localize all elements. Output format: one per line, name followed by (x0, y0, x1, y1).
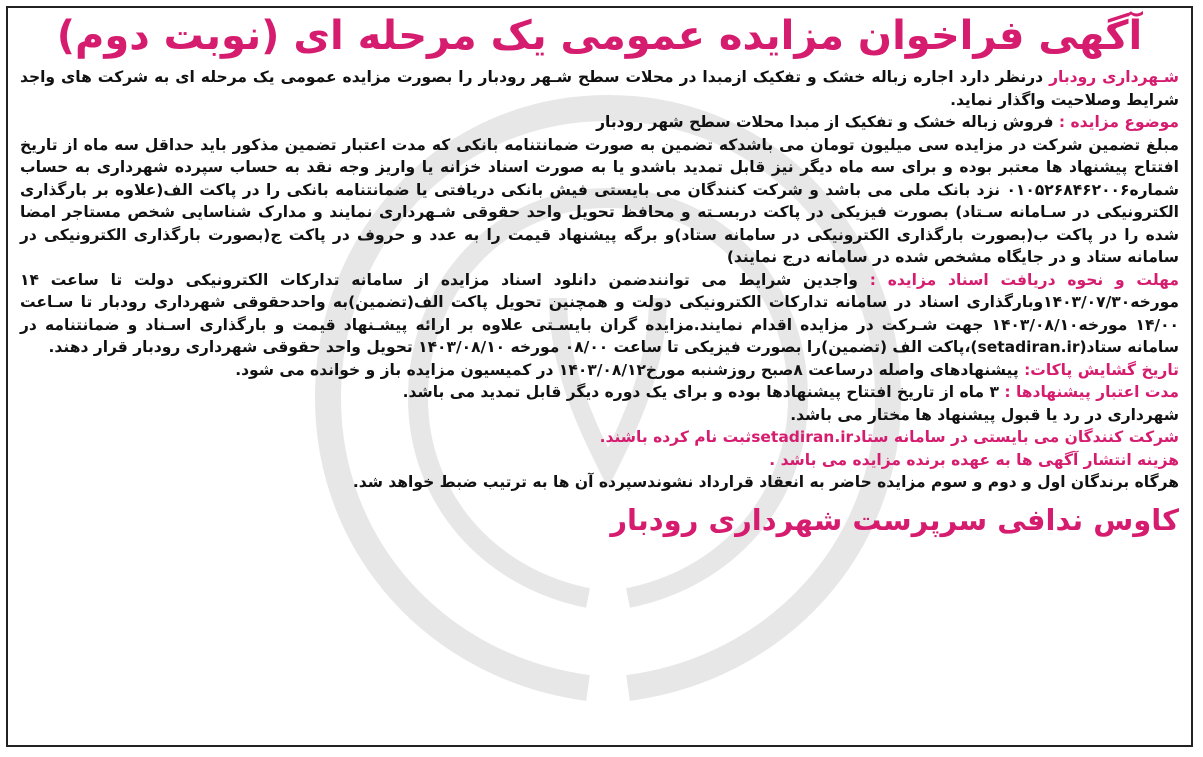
deadline-text: واجدین شرایط می توانندضمن دانلود اسناد مزایده از سامانه تدارکات الکترونیکی دولت تا ساعت ۱۴ مورخه۱۴۰۳/۰۷/۳۰وبارگذاری اسناد در سامانه تدارکات الکترونیکی دولت و همچنین تحویل پاکت الف(تضمین)به واحدحقوقی شهرداری رودبار تا سـاعت ۱۴/۰۰ مورخه۱۴۰۳/۰۸/۱۰ جهت شـرکت در مزایده اقدام نمایند.مزایده گران بایسـتی علاوه بر ارائه پیشـنهاد قیمت و بارگذاری اسـناد و ضمانتنامه در سامانه ستاد(setadiran.ir)،پاکت الف (تضمین)را بصورت فیزیکی تا ساعت ۰۸/۰۰ مورخه ۱۴۰۳/۰۸/۱۰ تحویل واحد حقوقی شهرداری رودبار قرار دهند. (20, 270, 1179, 356)
intro-paragraph (20, 66, 1179, 111)
subject-label: موضوع مزایده : (1058, 113, 1179, 131)
notice-content (8, 8, 1191, 540)
registration-paragraph: شرکت کنندگان می بایستی در سامانه ستادsetadiran.irثبت نام کرده باشند. (599, 428, 1179, 446)
opening-label: تاریخ گشایش پاکات: (1024, 360, 1179, 379)
intro-label: شـهرداری رودبار (1049, 68, 1179, 86)
intro-text: درنظر دارد اجاره زباله خشک و تفکیک ازمبدا در محلات سطح شـهر رودبار را بصورت مزایده عمومی یک مرحله ای به شرکت های واجد شرایط وصلاحیت واگذار نماید. (20, 68, 1179, 109)
validity-text: ۳ ماه از تاریخ افتتاح پیشنهادها بوده و برای یک دوره دیگر قابل تمدید می باشد. (402, 383, 1005, 401)
validity-paragraph (20, 381, 1179, 404)
subject-text: فروش زباله خشک و تفکیک از مبدا محلات سطح شهر رودبار (596, 113, 1059, 131)
page-title: آگهی فراخوان مزایده عمومی یک مرحله ای (نوبت دوم) (56, 13, 1143, 59)
deadline-paragraph (20, 269, 1179, 359)
validity-label: مدت اعتبار پیشنهادها : (1004, 383, 1179, 401)
deadline-label: مهلت و نحوه دریافت اسناد مزایده : (869, 270, 1179, 289)
subject-paragraph (20, 111, 1179, 134)
notice-frame (6, 6, 1193, 747)
opening-text: پیشنهادهای واصله درساعت ۸صبح روزشنبه مورخ۱۴۰۳/۰۸/۱۲ در کمیسیون مزایده باز و خوانده می شود. (235, 360, 1025, 379)
rights-paragraph: شهرداری در رد یا قبول پیشنهاد ها مختار می باشد. (790, 405, 1179, 424)
guarantee-paragraph: مبلغ تضمین شرکت در مزایده سی میلیون تومان می باشدکه تضمین به صورت ضمانتنامه بانکی که مدت اعتبار تضمین مذکور باید حداقل سه ماه از تاریخ افتتاح پیشنهاد ها معتبر بوده و برای سه ماه دیگر نیز قابل تمدید باشدو یا به صورت اسناد خزانه یا واریز وجه نقد به حساب سپرده شهرداری به حساب شماره۰۱۰۵۲۶۸۴۶۲۰۰۶ نزد بانک ملی می باشد و شرکت کنندگان می بایستی فیش بانکی دریافتی یا ضمانتنامه بانکی را در پاکت الف(علاوه بر بارگذاری الکترونیکی در سـامانه سـتاد) بصورت فیزیکی در پاکت دربسـته و محافظ تحویل واحد حقوقی شـهرداری نمایند و مدارک شناسایی شخص مستاجر امضا شده را در پاکت ب(بصورت بارگذاری الکترونیکی در سامانه ستاد)و برگه پیشنهاد قیمت را به عدد و حروف در پاکت ج(بصورت بارگذاری الکترونیکی در سامانه ستاد و در جایگاه مشخص شده در سامانه درج نمایند) (20, 135, 1179, 266)
forfeit-paragraph: هرگاه برندگان اول و دوم و سوم مزایده حاضر به انعقاد قرارداد نشوندسپرده آن ها به ترتیب ضبط خواهد شد. (352, 473, 1179, 491)
opening-paragraph (20, 359, 1179, 382)
signature: کاوس ندافی سرپرست شهرداری رودبار (610, 502, 1179, 537)
cost-paragraph: هزینه انتشار آگهی ها به عهده برنده مزایده می باشد . (769, 450, 1179, 469)
